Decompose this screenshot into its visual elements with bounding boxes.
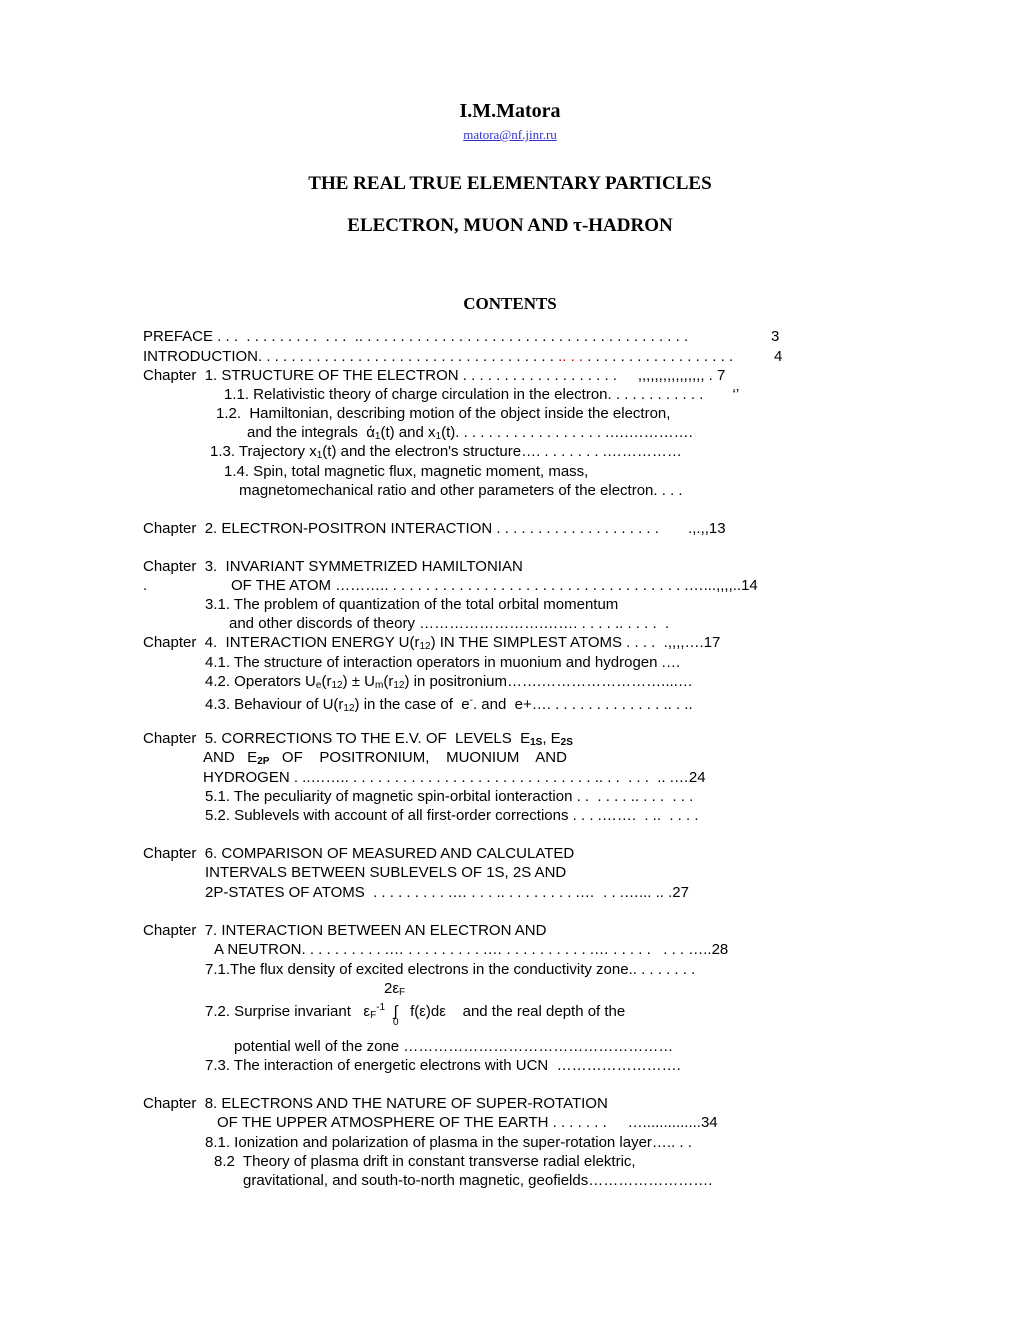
toc-entry-chapter-4: Chapter 4. INTERACTION ENERGY $U(r_{12})$ IN THE SIMPLEST ATOMS . . . . .,,,,….17 [143, 634, 721, 652]
toc-entry-chapter-3: Chapter 3. INVARIANT SYMMETRIZED HAMILTONIAN [143, 558, 523, 575]
toc-entry-8-2-cont: gravitational, and south-to-north magnetic, geofields……………………. [243, 1172, 713, 1189]
toc-entry-chapter-2: Chapter 2. ELECTRON-POSITRON INTERACTION . . . . . . . . . . . . . . . . . . . . .,.,,13 [143, 520, 726, 537]
toc-entry-8-2: 8.2 Theory of plasma drift in constant transverse radial elektric, [214, 1153, 636, 1170]
toc-entry-1-2-cont: and the integrals $ά_1(t)$ and $x_1(t)$. . . . . . . . . . . . . . . . . . .….…………. [247, 424, 693, 442]
toc-entry-5-1: 5.1. The peculiarity of magnetic spin-orbital ionteraction . . . . . . .. . . . . . . [205, 788, 694, 805]
toc-entry-1-4: 1.4. Spin, total magnetic flux, magnetic moment, mass, [224, 463, 589, 480]
toc-entry-chapter-7-cont: A NEUTRON. . . . . . . . . . .… . . . . . . . . . .… . . . . . . . . . . .… . . . . . . . . …..28 [214, 941, 729, 958]
toc-entry-chapter-6-cont: INTERVALS BETWEEN SUBLEVELS OF 1S, 2S AND [205, 864, 567, 881]
toc-entry-4-3: 4.3. Behaviour of $U(r_{12})$ in the case of e-. and e+…. . . . . . . . . . . . . . .. . .. [205, 695, 693, 714]
toc-entry-7-3: 7.3. The interaction of energetic electrons with UCN ……………………. [205, 1057, 681, 1074]
author-email-link[interactable]: matora@nf.jinr.ru [463, 127, 557, 142]
formula-lower-limit: 0 [393, 1017, 399, 1028]
toc-entry-chapter-6: Chapter 6. COMPARISON OF MEASURED AND CALCULATED [143, 845, 575, 862]
toc-page-preface: 3 [771, 328, 780, 345]
toc-entry-chapter-5-cont: AND $E_{2P}$ OF POSITRONIUM, MUONIUM AND [203, 749, 567, 767]
toc-entry-3-1-cont: and other discords of theory …………………….……. . . . . .. . . . . . [229, 615, 670, 632]
toc-entry-4-1: 4.1. The structure of interaction operators in muonium and hydrogen .… [205, 654, 681, 671]
title-line-2: ELECTRON, MUON AND τ-HADRON [347, 215, 673, 236]
toc-entry-1-2: 1.2. Hamiltonian, describing motion of the object inside the electron, [216, 405, 671, 422]
contents-heading: CONTENTS [463, 294, 557, 313]
toc-entry-chapter-3-dot: . [143, 577, 148, 594]
toc-entry-7-1: 7.1.The flux density of excited electrons in the conductivity zone.. . . . . . . . [205, 961, 696, 978]
toc-entry-chapter-5-cont2: HYDROGEN . ..…….. . . . . . . . . . . . . . . . . . . . . . . . . . . . . . .. . . . . . .. .…24 [203, 769, 706, 786]
toc-entry-1-1: 1.1. Relativistic theory of charge circulation in the electron. . . . . . . . . . . . ‘’ [224, 386, 740, 403]
toc-entry-1-4-cont: magnetomechanical ratio and other parameters of the electron. . . . [239, 482, 683, 499]
toc-entry-5-2: 5.2. Sublevels with account of all first-order corrections . . . .……. . .. . . . . [205, 807, 699, 824]
toc-entry-8-1: 8.1. Ionization and polarization of plasma in the super-rotation layer….. . . [205, 1134, 692, 1151]
toc-entry-chapter-5: Chapter 5. CORRECTIONS TO THE E.V. OF LEVELS $E_{1S}$, $E_{2S}$ [143, 730, 573, 748]
title-line-1: THE REAL TRUE ELEMENTARY PARTICLES [308, 173, 712, 194]
toc-entry-chapter-6-cont2: 2P-STATES OF ATOMS . . . . . . . . . .… . . . .. . . . . . . . . .… . . .…... .. .27 [205, 884, 689, 901]
toc-entry-chapter-8: Chapter 8. ELECTRONS AND THE NATURE OF SUPER-ROTATION [143, 1095, 608, 1112]
toc-entry-1-3: 1.3. Trajectory $x_1(t)$ and the electron's structure…. . . . . . . . .…………… [210, 443, 682, 461]
toc-entry-7-2-cont: potential well of the zone ……………………………………………… [234, 1038, 674, 1055]
toc-entry-chapter-8-cont: OF THE UPPER ATMOSPHERE OF THE EARTH . . . . . . . …..............34 [217, 1114, 718, 1131]
toc-entry-chapter-1: Chapter 1. STRUCTURE OF THE ELECTRON . . . . . . . . . . . . . . . . . . . ,,,,,,,,,,,,,,,, . 7 [143, 367, 726, 384]
toc-entry-4-2: 4.2. Operators $U_e(r_{12}) \pm U_m(r_{12})$ in positronium…….……………………....… [205, 673, 693, 691]
toc-entry-introduction: INTRODUCTION. . . . . . . . . . . . . . . . . . . . . . . . . . . . . . . . . . . . .. . . . . . . . . . . . . . . . . . . . . [143, 348, 734, 365]
author-name: I.M.Matora [459, 100, 561, 122]
toc-page-introduction: 4 [774, 348, 783, 365]
toc-entry-chapter-3-cont: OF THE ATOM ……….. . . . . . . . . . . . . . . . . . . . . . . . . . . . . . . . . . . . .…...,,,,..14 [231, 577, 758, 594]
toc-entry-3-1: 3.1. The problem of quantization of the total orbital momentum [205, 596, 619, 613]
formula-upper-limit: $2\varepsilon_F$ [384, 980, 406, 998]
toc-entry-preface: PREFACE . . . . . . . . . . . . . . . .. . . . . . . . . . . . . . . . . . . . . . . . . . . . . . . . . . . . . . . . [143, 328, 689, 345]
toc-entry-7-2: 7.2. Surprise invariant $\varepsilon_F^{-1}$ ∫ f(ε)dε and the real depth of the [205, 1002, 626, 1021]
toc-entry-chapter-7: Chapter 7. INTERACTION BETWEEN AN ELECTRON AND [143, 922, 547, 939]
